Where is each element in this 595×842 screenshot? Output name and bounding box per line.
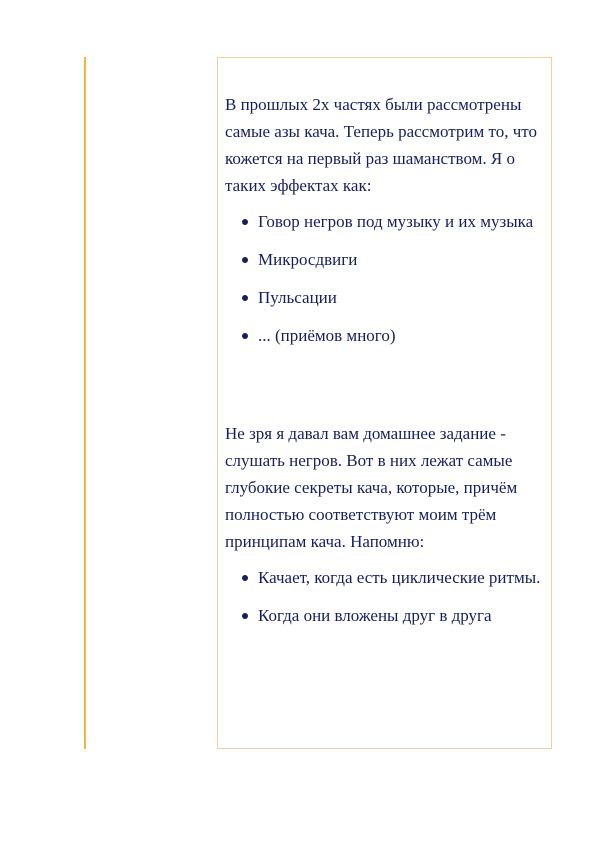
list-item-text: Качает, когда есть циклические ритмы. (258, 568, 541, 587)
spacer (225, 362, 543, 420)
homework-paragraph: Не зря я давал вам домашнее задание - слушать негров. Вот в них лежат самые глубокие секреты кача, которые, причём полностью соответствуют моим трём принципам кача. Напомню: (225, 424, 518, 551)
list-item (225, 566, 543, 590)
text-column (217, 57, 552, 749)
principles-list (225, 566, 543, 628)
list-item-text: Когда они вложены друг в друга (258, 606, 492, 625)
list-item (225, 324, 543, 348)
bullet-icon (242, 575, 248, 581)
list-item (225, 286, 543, 310)
list-item-text: ... (приёмов много) (258, 326, 396, 345)
bullet-icon (242, 219, 248, 225)
bullet-icon (242, 613, 248, 619)
margin-line (84, 57, 86, 749)
list-item-text: Говор негров под музыку и их музыка (258, 212, 534, 231)
list-item (225, 604, 543, 628)
bullet-icon (242, 257, 248, 263)
effects-list (225, 210, 543, 348)
list-item-text: Микросдвиги (258, 250, 358, 269)
bullet-icon (242, 295, 248, 301)
list-item (225, 248, 543, 272)
list-item (225, 210, 543, 234)
list-item-text: Пульсации (258, 288, 337, 307)
bullet-icon (242, 333, 248, 339)
intro-paragraph: В прошлых 2х частях были рассмотрены самые азы кача. Теперь рассмотрим то, что кожется на первый раз шаманством. Я о таких эффектах как: (225, 95, 537, 195)
